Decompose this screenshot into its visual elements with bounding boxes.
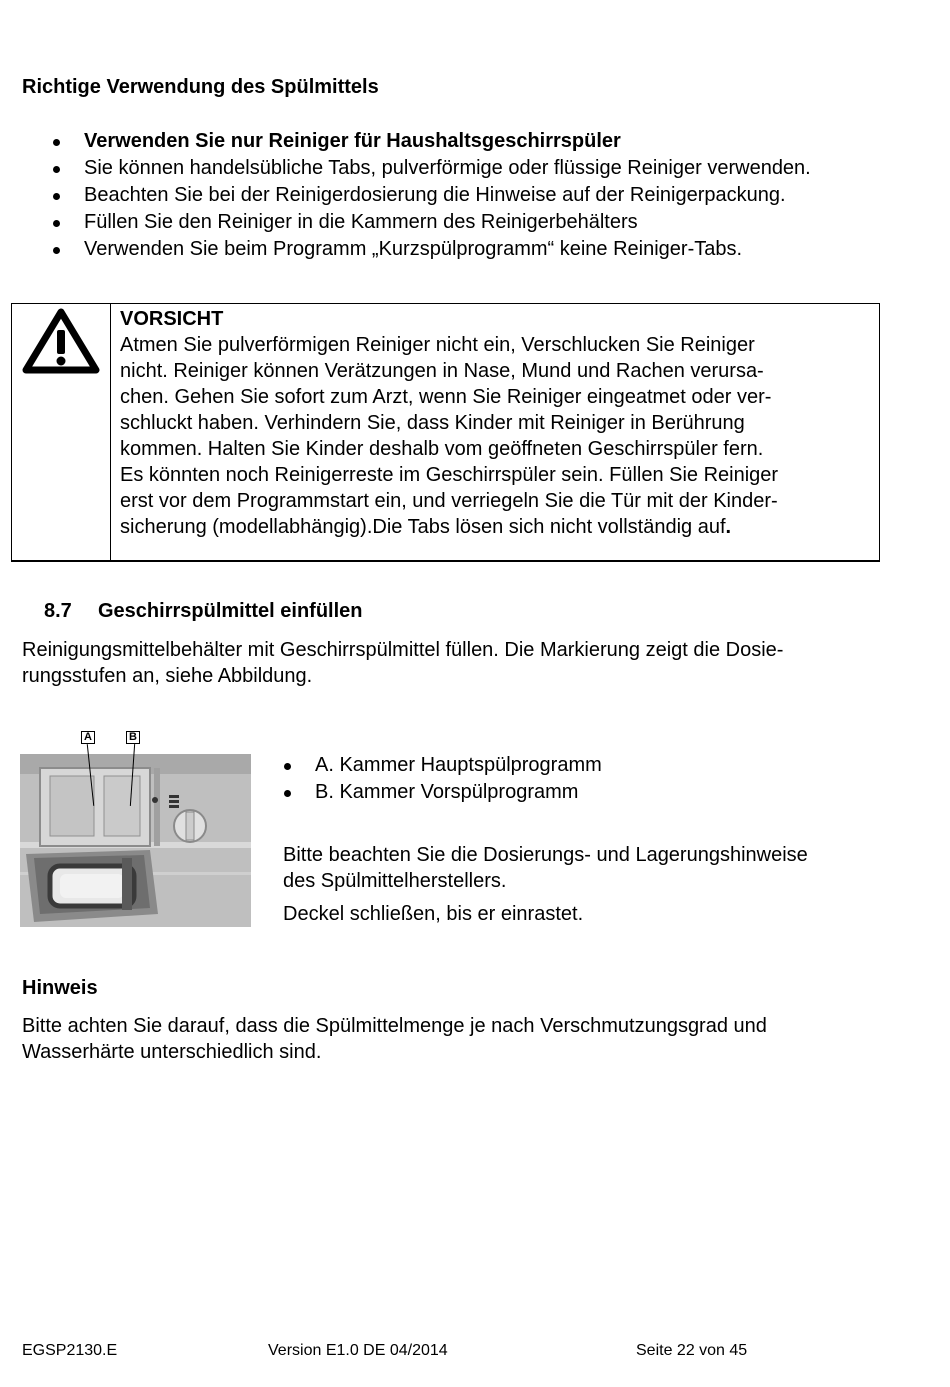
- list-item: Verwenden Sie nur Reiniger für Haushaltsgeschirrspüler: [22, 128, 811, 155]
- hinweis-line: Wasserhärte unterschiedlich sind.: [22, 1041, 322, 1063]
- warning-line: kommen. Halten Sie Kinder deshalb vom geöffneten Geschirrspüler fern.: [120, 438, 764, 460]
- usage-list: [22, 128, 811, 263]
- section-heading: Richtige Verwendung des Spülmittels: [22, 76, 379, 98]
- dosage-note: [283, 842, 923, 894]
- footer-doc-id: EGSP2130.E: [22, 1342, 118, 1359]
- list-item: Verwenden Sie beim Programm „Kurzspülprogramm“ keine Reiniger-Tabs.: [22, 236, 811, 263]
- warning-line: Atmen Sie pulverförmigen Reiniger nicht ein, Verschlucken Sie Reiniger: [120, 334, 755, 356]
- figure-label-a: A: [81, 731, 95, 744]
- warning-line: chen. Gehen Sie sofort zum Arzt, wenn Sie Reiniger eingeatmet oder ver-: [120, 386, 772, 408]
- hinweis-line: Bitte achten Sie darauf, dass die Spülmittelmenge je nach Verschmutzungsgrad und: [22, 1015, 767, 1037]
- warning-title: VORSICHT: [120, 308, 224, 330]
- warning-divider: [110, 304, 111, 560]
- dosage-line: des Spülmittelherstellers.: [283, 870, 507, 892]
- list-item: B. Kammer Vorspülprogramm: [253, 779, 602, 806]
- warning-end-mark: .: [725, 516, 732, 538]
- warning-line: Es könnten noch Reinigerreste im Geschirrspüler sein. Füllen Sie Reiniger: [120, 464, 779, 486]
- section-title-text: Geschirrspülmittel einfüllen: [98, 600, 363, 622]
- chamber-list: [253, 752, 602, 806]
- list-item: Füllen Sie den Reiniger in die Kammern des Reinigerbehälters: [22, 209, 811, 236]
- section-title: [44, 600, 363, 623]
- warning-line: schluckt haben. Verhindern Sie, dass Kinder mit Reiniger in Berührung: [120, 412, 745, 434]
- warning-line: nicht. Reiniger können Verätzungen in Nase, Mund und Rachen verursa-: [120, 360, 764, 382]
- intro-line: Reinigungsmittelbehälter mit Geschirrspülmittel füllen. Die Markierung zeigt die Dosie-: [22, 639, 784, 661]
- warning-line-text: sicherung (modellabhängig).Die Tabs lösen sich nicht vollständig auf: [120, 516, 726, 538]
- hinweis-text: [22, 1013, 922, 1065]
- warning-line: erst vor dem Programmstart ein, und verriegeln Sie die Tür mit der Kinder-: [120, 490, 778, 512]
- section-intro: [22, 637, 902, 689]
- list-item: Sie können handelsübliche Tabs, pulverförmige oder flüssige Reiniger verwenden.: [22, 155, 811, 182]
- figure-label-b: B: [126, 731, 140, 744]
- warning-triangle-icon: [22, 308, 100, 380]
- list-item: A. Kammer Hauptspülprogramm: [253, 752, 602, 779]
- hinweis-title: Hinweis: [22, 977, 98, 999]
- footer-page-number: Seite 22 von 45: [636, 1342, 748, 1359]
- warning-text: [120, 332, 872, 540]
- warning-line: [120, 514, 872, 540]
- detergent-dispenser-photo: [20, 754, 251, 927]
- dosage-line: Bitte beachten Sie die Dosierungs- und Lagerungshinweise: [283, 844, 808, 866]
- list-item: Beachten Sie bei der Reinigerdosierung die Hinweise auf der Reinigerpackung.: [22, 182, 811, 209]
- warning-box: [11, 303, 880, 562]
- section-number: 8.7: [44, 600, 72, 622]
- close-lid-note: Deckel schließen, bis er einrastet.: [283, 903, 584, 925]
- intro-line: rungsstufen an, siehe Abbildung.: [22, 665, 313, 687]
- footer-version: Version E1.0 DE 04/2014: [268, 1342, 448, 1359]
